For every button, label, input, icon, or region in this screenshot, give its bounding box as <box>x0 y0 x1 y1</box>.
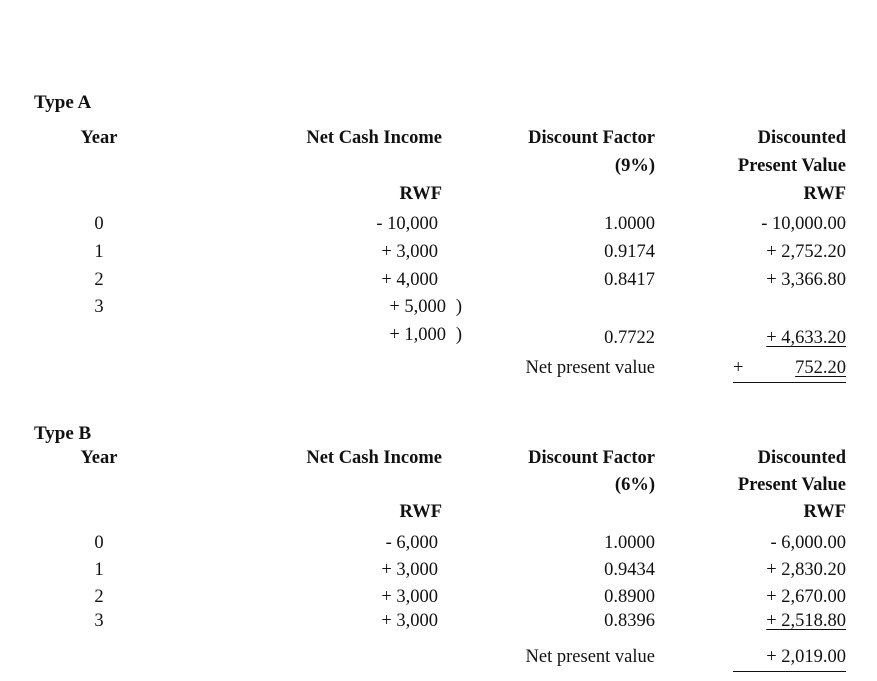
factor-cell: 1.0000 <box>604 533 655 553</box>
bracket-mark: ) <box>455 297 462 317</box>
factor-cell: 0.7722 <box>604 328 655 348</box>
header-present-value: Present Value <box>737 156 846 176</box>
income-cell: + 3,000 <box>381 611 438 631</box>
pv-cell: + 2,752.20 <box>766 242 846 262</box>
header-discounted: Discounted <box>757 128 846 148</box>
income-cell: - 6,000 <box>385 533 438 553</box>
income-cell: + 3,000 <box>381 242 438 262</box>
income-value: + 1,000 <box>389 325 446 345</box>
header-year: Year <box>80 128 118 148</box>
factor-cell: 1.0000 <box>604 214 655 234</box>
pv-cell-underlined <box>680 329 846 348</box>
year-cell: 1 <box>94 560 104 580</box>
pv-value: + 4,633.20 <box>766 328 846 348</box>
year-cell: 3 <box>94 297 104 317</box>
header-discount-factor: Discount Factor <box>528 448 655 468</box>
header-currency-pv: RWF <box>803 502 846 522</box>
pv-cell: + 3,366.80 <box>766 270 846 290</box>
year-cell: 0 <box>94 533 104 553</box>
net-present-value-total <box>733 359 846 383</box>
income-cell: + 4,000 <box>381 270 438 290</box>
income-cell: - 10,000 <box>376 214 438 234</box>
npv-sign: + <box>733 358 744 378</box>
npv-amount: 752.20 <box>795 358 846 378</box>
header-currency-income: RWF <box>399 184 442 204</box>
net-present-value-label: Net present value <box>525 358 655 378</box>
header-net-cash-income: Net Cash Income <box>306 128 442 148</box>
income-cell: + 3,000 <box>381 560 438 580</box>
year-cell: 2 <box>94 270 104 290</box>
pv-value: + 2,518.80 <box>766 611 846 631</box>
npv-amount: + 2,019.00 <box>766 647 846 667</box>
pv-cell-underlined <box>680 612 846 631</box>
income-cell: + 3,000 <box>381 587 438 607</box>
factor-cell: 0.8417 <box>604 270 655 290</box>
year-cell: 0 <box>94 214 104 234</box>
income-cell-bracketed <box>232 298 462 317</box>
year-cell: 1 <box>94 242 104 262</box>
year-cell: 3 <box>94 611 104 631</box>
header-currency-income: RWF <box>399 502 442 522</box>
factor-cell: 0.9434 <box>604 560 655 580</box>
section-title-type-b: Type B <box>34 423 92 444</box>
factor-cell: 0.9174 <box>604 242 655 262</box>
pv-cell: + 2,670.00 <box>766 587 846 607</box>
header-present-value: Present Value <box>737 475 846 495</box>
bracket-mark: ) <box>455 325 462 345</box>
pv-cell: + 2,830.20 <box>766 560 846 580</box>
factor-cell: 0.8396 <box>604 611 655 631</box>
header-discount-rate: (9%) <box>614 156 655 176</box>
net-present-value-total <box>733 648 846 672</box>
section-title-type-a: Type A <box>34 92 92 113</box>
pv-cell: - 10,000.00 <box>761 214 846 234</box>
factor-cell: 0.8900 <box>604 587 655 607</box>
income-value: + 5,000 <box>389 297 446 317</box>
header-year: Year <box>80 448 118 468</box>
pv-cell: - 6,000.00 <box>770 533 846 553</box>
header-discount-factor: Discount Factor <box>528 128 655 148</box>
year-cell: 2 <box>94 587 104 607</box>
header-discount-rate: (6%) <box>614 475 655 495</box>
income-cell-bracketed <box>232 326 462 345</box>
header-net-cash-income: Net Cash Income <box>306 448 442 468</box>
net-present-value-label: Net present value <box>525 647 655 667</box>
header-currency-pv: RWF <box>803 184 846 204</box>
header-discounted: Discounted <box>757 448 846 468</box>
